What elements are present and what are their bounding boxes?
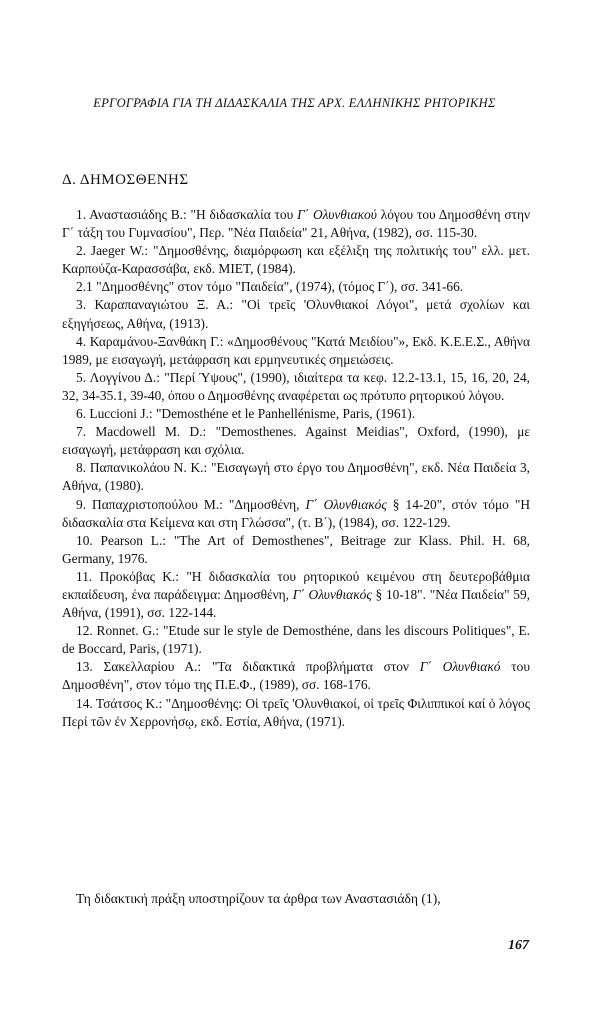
reference-item: 4. Καραμάνου-Ξανθάκη Γ.: «Δημοσθένους "Κατά Μειδίου"», Εκδ. Κ.Ε.Ε.Σ., Αθήνα 1989, με εισαγωγή, μετάφραση και ερμηνευτικές σημειώσεις. (62, 333, 530, 367)
reference-item: 7. Macdowell M. D.: "Demosthenes. Against Meidias", Oxford, (1990), με εισαγωγή, μετάφραση και σχόλια. (62, 424, 530, 458)
reference-item: 14. Τσάτσος Κ.: "Δημοσθένης: Οἱ τρεῖς 'Ολυνθιακοί, οἱ τρεῖς Φιλιππικοί καί ὁ λόγος Περί τῶν ἐν Χερρονήσῳ, εκδ. Εστία, Αθήνα, (1971). (62, 695, 530, 729)
reference-item: 5. Λογγίνου Δ.: "Περί Ύψους", (1990), ιδιαίτερα τα κεφ. 12.2-13.1, 15, 16, 20, 24, 32, 34-35.1, 39-40, όπου ο Δημοσθένης αναφέρεται ως πρότυπο ρητορικού λόγου. (62, 369, 530, 403)
reference-item: 9. Παπαχριστοπούλου Μ.: "Δημοσθένη, Γ΄ Ολυνθιακός § 14-20", στόν τόμο "Η διδασκαλία στα Κείμενα και στη Γλώσσα", (τ. Β΄), (1984), σσ. 122-129. (62, 496, 530, 530)
reference-item: 2.1 "Δημοσθένης" στον τόμο "Παιδεία", (1974), (τόμος Γ΄), σσ. 341-66. (76, 279, 464, 295)
section-title: Δ. ΔΗΜΟΣΘΕΝΗΣ (62, 172, 189, 188)
reference-item: 12. Ronnet. G.: "Etude sur le style de Demosthéne, dans les discours Politiques", E. de Boccard, Paris, (1971). (62, 623, 530, 657)
running-head: ΕΡΓΟΓΡΑΦΙΑ ΓΙΑ ΤΗ ΔΙΔΑΣΚΑΛΙΑ ΤΗΣ ΑΡΧ. ΕΛΛΗΝΙΚΗΣ ΡΗΤΟΡΙΚΗΣ (93, 96, 496, 110)
reference-item: 6. Luccioni J.: "Demosthéne et le Panhellénisme, Paris, (1961). (76, 406, 416, 422)
reference-item: 10. Pearson L.: "The Art of Demosthenes", Beitrage zur Klass. Phil. H. 68, Germany, 1976. (62, 532, 530, 566)
reference-item: 8. Παπανικολάου Ν. Κ.: "Εισαγωγή στο έργο του Δημοσθένη", εκδ. Νέα Παιδεία 3, Αθήνα, (1980). (62, 460, 530, 494)
reference-item: 1. Αναστασιάδης Β.: "Η διδασκαλία του Γ΄ Ολυνθιακού λόγου του Δημοσθένη στην Γ΄ τάξη του Γυμνασίου", Περ. "Νέα Παιδεία" 21, Αθήνα, (1982), σσ. 115-30. (62, 207, 530, 241)
reference-item: 2. Jaeger W.: "Δημοσθένης, διαμόρφωση και εξέλιξη της πολιτικής του" ελλ. μετ. Καρπούζα-Καρασσάβα, εκδ. ΜΙΕΤ, (1984). (62, 243, 530, 277)
reference-item: 13. Σακελλαρίου Α.: "Τα διδακτικά προβλήματα στον Γ΄ Ολυνθιακό του Δημοσθένη", στον τόμο της Π.Ε.Φ., (1989), σσ. 168-176. (62, 659, 530, 693)
reference-list (62, 206, 530, 731)
page-number: 167 (508, 938, 529, 953)
closing-paragraph: Τη διδακτική πράξη υποστηρίζουν τα άρθρα των Αναστασιάδη (1), (76, 891, 441, 906)
reference-item: 3. Καραπαναγιώτου Ξ. Α.: "Οἱ τρεῖς 'Ολυνθιακοί Λόγοι", μετά σχολίων και εξηγήσεως, Αθήνα, (1913). (62, 297, 530, 331)
reference-item: 11. Προκόβας Κ.: "Η διδασκαλία του ρητορικού κειμένου στη δευτεροβάθμια εκπαίδευση, ένα παράδειγμα: Δημοσθένη, Γ΄ Ολυνθιακός § 10-18". "Νέα Παιδεία" 59, Αθήνα, (1991), σσ. 122-144. (62, 568, 531, 621)
